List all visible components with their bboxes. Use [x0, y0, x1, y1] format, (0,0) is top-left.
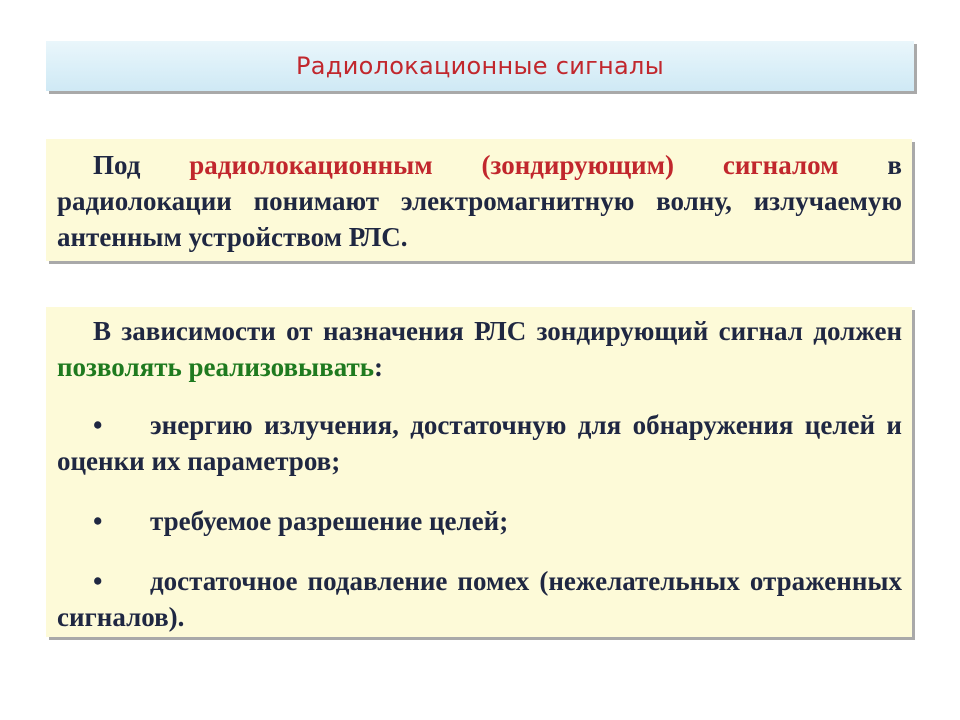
- bullet-icon: •: [93, 566, 103, 596]
- title-banner: [46, 41, 914, 91]
- bullet-icon: •: [93, 410, 103, 440]
- intro-highlight: позволять реализовывать: [57, 352, 375, 382]
- definition-highlight: радиолокационным (зондирующим) сигналом: [189, 150, 839, 180]
- requirements-card: [46, 307, 912, 637]
- list-item-text: энергию излучения, достаточную для обнаружения целей и оценки их параметров;: [57, 410, 902, 476]
- list-item: [57, 563, 902, 635]
- definition-prefix: Под: [93, 150, 190, 180]
- definition-card: [46, 139, 912, 261]
- definition-paragraph: [57, 147, 902, 255]
- requirements-intro: [57, 313, 902, 385]
- intro-prefix: В зависимости от назначения РЛС зондирующий сигнал должен: [93, 316, 902, 346]
- list-item-text: достаточное подавление помех (нежелательных отраженных сигналов).: [57, 566, 902, 632]
- bullet-icon: •: [93, 506, 103, 536]
- list-item: [57, 503, 902, 539]
- list-item-text: требуемое разрешение целей;: [150, 506, 509, 536]
- slide-title: Радиолокационные сигналы: [296, 52, 664, 80]
- intro-suffix: :: [374, 352, 384, 382]
- definition-suffix: в радиолокации понимают электромагнитную волну, излучаемую антенным устройством РЛС.: [57, 150, 902, 252]
- list-item: [57, 407, 902, 479]
